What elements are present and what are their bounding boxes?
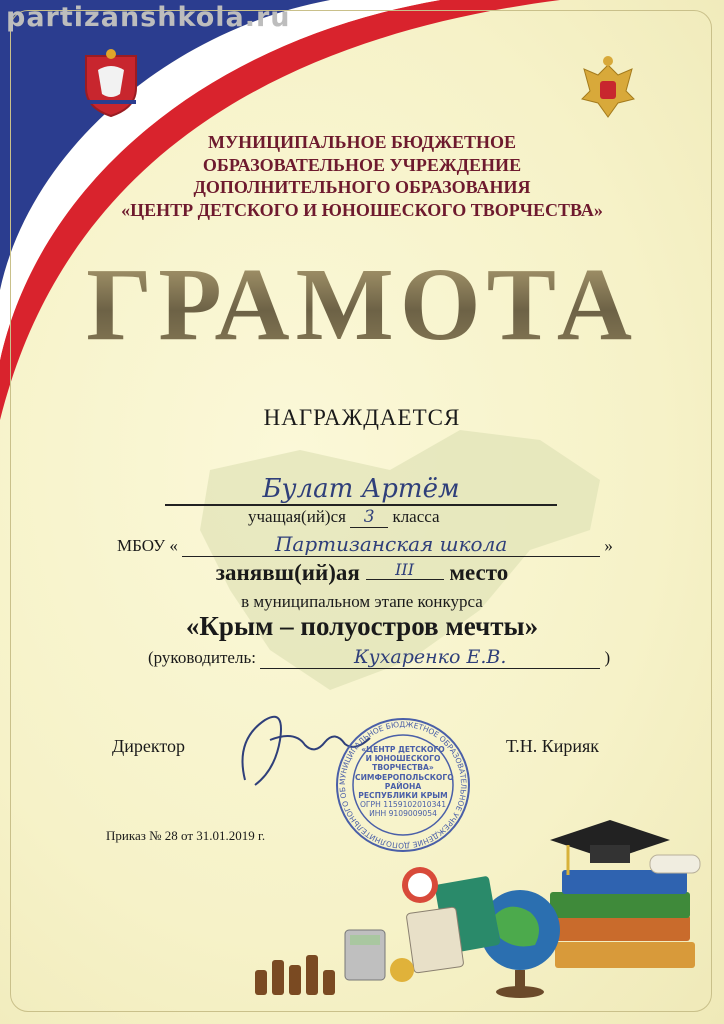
seal-line-7: ОГРН 1159102010341 (359, 800, 447, 810)
seal-line-5: РАЙОНА (384, 781, 422, 791)
russia-coat-of-arms-icon (580, 55, 636, 121)
placement-value: III (366, 560, 444, 580)
chess-pieces-icon (255, 955, 335, 995)
grade-row (248, 507, 440, 528)
seal-line-1: «ЦЕНТР ДЕТСКОГО (361, 745, 445, 754)
order-reference: Приказ № 28 от 31.01.2019 г. (106, 828, 266, 843)
seal-outer-text: МУНИЦИПАЛЬНОЕ БЮДЖЕТНОЕ ОБРАЗОВАТЕЛЬНОЕ УЧРЕЖДЕНИЕ ДОПОЛНИТЕЛЬНОГО ОБ (337, 719, 469, 851)
organization-line-2: ОБРАЗОВАТЕЛЬНОЕ УЧРЕЖДЕНИЕ (202, 154, 522, 175)
director-label: Директор (112, 736, 186, 756)
seal-inner-text (355, 745, 454, 819)
placement-row (0, 560, 724, 586)
placement-suffix: место (449, 560, 509, 585)
school-suffix: » (604, 536, 613, 555)
seal-line-8: ИНН 9109009054 (369, 809, 437, 819)
recipient-name-field (165, 474, 557, 506)
student-label: учащая(ий)ся (248, 507, 346, 526)
leader-prefix: (руководитель: (148, 648, 256, 667)
organization-name (0, 131, 724, 221)
school-supplies-illustration (250, 820, 710, 1000)
class-label: класса (392, 507, 440, 526)
director-name: Т.Н. Кирияк (506, 736, 599, 756)
contest-stage: в муниципальном этапе конкурса (241, 592, 483, 611)
recipient-name: Булат Артём (262, 474, 460, 504)
site-watermark: partizanshkola.ru (6, 2, 291, 33)
leader-suffix: ) (604, 648, 611, 667)
awarded-label: НАГРАЖДАЕТСЯ (263, 405, 461, 430)
organization-line-3: ДОПОЛНИТЕЛЬНОГО ОБРАЗОВАНИЯ (193, 177, 531, 197)
seal-line-2: И ЮНОШЕСКОГО (365, 754, 441, 764)
organization-line-4: «ЦЕНТР ДЕТСКОГО И ЮНОШЕСКОГО ТВОРЧЕСТВА» (121, 199, 603, 220)
seal-line-3: ТВОРЧЕСТВА» (372, 763, 434, 773)
seal-line-4: СИМФЕРОПОЛЬСКОГО (355, 772, 454, 782)
leader-row (148, 646, 610, 669)
school-prefix: МБОУ « (117, 536, 178, 555)
leader-name: Кухаренко Е.В. (260, 646, 600, 669)
seal-line-6: РЕСПУБЛИКИ КРЫМ (358, 791, 448, 801)
organization-line-1: МУНИЦИПАЛЬНОЕ БЮДЖЕТНОЕ (207, 132, 517, 152)
crimea-coat-of-arms-icon (80, 48, 142, 118)
grade-value: 3 (350, 507, 388, 528)
contest-name: «Крым – полуостров мечты» (185, 611, 539, 641)
placement-prefix: занявш(ий)ая (215, 560, 360, 585)
document-title: ГРАМОТА (0, 245, 724, 364)
school-name: Партизанская школа (182, 532, 600, 557)
school-row (117, 532, 613, 557)
